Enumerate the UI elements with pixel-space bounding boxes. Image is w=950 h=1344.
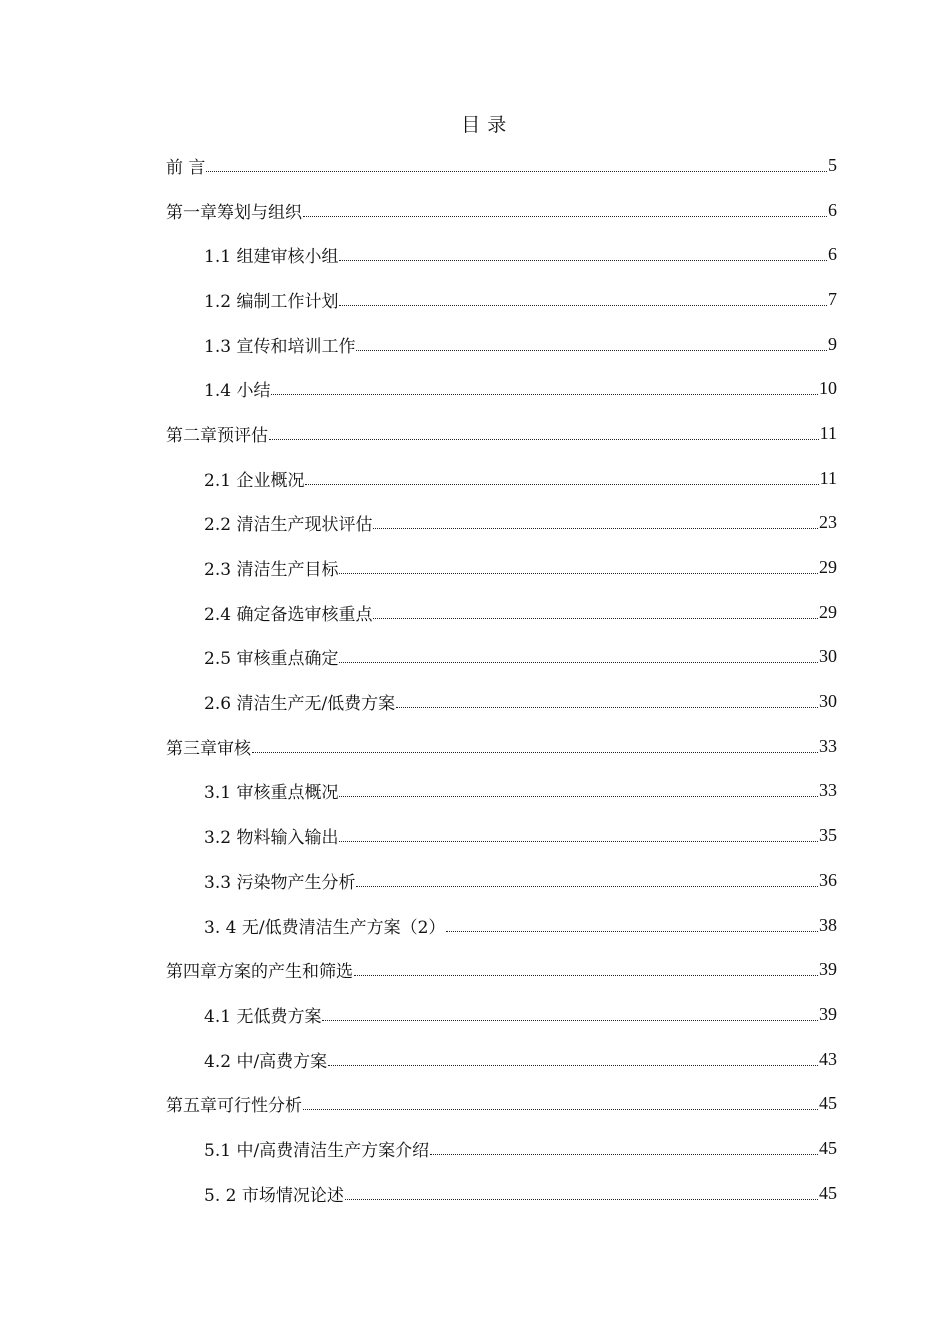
toc-entry[interactable] [0, 769, 950, 814]
toc-dot-leader [339, 796, 818, 797]
toc-entry-label: 2.3 清洁生产目标 [204, 560, 339, 581]
toc-entry-page-number: 7 [828, 288, 837, 309]
toc-entry-page-number: 38 [819, 914, 837, 935]
toc-entry[interactable] [0, 277, 950, 322]
toc-dot-leader [339, 305, 827, 306]
toc-entry[interactable] [0, 1037, 950, 1082]
toc-dot-leader [339, 260, 827, 261]
toc-entry-page-number: 10 [819, 378, 837, 399]
toc-dot-leader [305, 484, 818, 485]
toc-list [0, 143, 950, 1216]
toc-dot-leader [396, 707, 818, 708]
toc-entry[interactable] [0, 992, 950, 1037]
toc-entry[interactable] [0, 679, 950, 724]
toc-entry[interactable] [0, 724, 950, 769]
toc-entry-label: 5.1 中/高费清洁生产方案介绍 [204, 1140, 430, 1161]
toc-entry[interactable] [0, 813, 950, 858]
toc-entry-label: 2.1 企业概况 [204, 470, 305, 491]
toc-dot-leader [328, 1065, 818, 1066]
toc-dot-leader [322, 1020, 818, 1021]
toc-entry-label: 1.4 小结 [204, 381, 271, 402]
toc-entry-page-number: 30 [819, 646, 837, 667]
toc-entry-page-number: 36 [819, 869, 837, 890]
toc-entry-label: 3.3 污染物产生分析 [204, 872, 356, 893]
toc-entry-page-number: 33 [819, 735, 837, 756]
toc-entry[interactable] [0, 232, 950, 277]
toc-dot-leader [339, 841, 818, 842]
toc-entry-page-number: 29 [819, 557, 837, 578]
toc-entry-label: 2.5 审核重点确定 [204, 649, 339, 670]
toc-entry[interactable] [0, 456, 950, 501]
toc-dot-leader [430, 1154, 818, 1155]
toc-entry-label: 1.2 编制工作计划 [204, 291, 339, 312]
toc-entry[interactable] [0, 947, 950, 992]
toc-entry[interactable] [0, 1171, 950, 1216]
toc-entry[interactable] [0, 322, 950, 367]
toc-entry-page-number: 11 [819, 422, 837, 443]
toc-entry-page-number: 39 [819, 1003, 837, 1024]
toc-dot-leader [373, 528, 818, 529]
toc-entry-page-number: 33 [819, 780, 837, 801]
toc-dot-leader [446, 931, 818, 932]
toc-dot-leader [269, 439, 819, 440]
toc-entry-label: 3.2 物料输入输出 [204, 828, 339, 849]
toc-entry[interactable] [0, 143, 950, 188]
toc-entry-label: 2.6 清洁生产无/低费方案 [204, 694, 396, 715]
toc-entry-label: 第三章审核 [166, 738, 251, 759]
toc-entry[interactable] [0, 1081, 950, 1126]
toc-entry-page-number: 23 [819, 512, 837, 533]
toc-entry-page-number: 39 [819, 959, 837, 980]
toc-entry-label: 4.1 无低费方案 [204, 1006, 322, 1027]
toc-dot-leader [339, 573, 818, 574]
toc-entry-label: 第二章预评估 [166, 425, 268, 446]
toc-dot-leader [356, 886, 818, 887]
toc-dot-leader [271, 394, 818, 395]
toc-dot-leader [303, 1109, 818, 1110]
toc-entry-page-number: 11 [819, 467, 837, 488]
toc-entry[interactable] [0, 1126, 950, 1171]
toc-entry-label: 第一章筹划与组织 [166, 202, 302, 223]
toc-entry-label: 3.1 审核重点概况 [204, 783, 339, 804]
toc-entry[interactable] [0, 411, 950, 456]
toc-entry[interactable] [0, 545, 950, 590]
toc-entry-label: 第四章方案的产生和筛选 [166, 962, 353, 983]
toc-entry-label: 第五章可行性分析 [166, 1096, 302, 1117]
toc-dot-leader [206, 171, 827, 172]
toc-entry[interactable] [0, 188, 950, 233]
toc-dot-leader [373, 618, 818, 619]
toc-entry-page-number: 9 [828, 333, 837, 354]
toc-entry[interactable] [0, 366, 950, 411]
toc-entry[interactable] [0, 635, 950, 680]
toc-entry-page-number: 5 [828, 154, 837, 175]
toc-entry[interactable] [0, 903, 950, 948]
toc-entry-label: 前 言 [166, 157, 206, 178]
toc-entry-label: 4.2 中/高费方案 [204, 1051, 328, 1072]
toc-entry-label: 3. 4 无/低费清洁生产方案（2） [204, 917, 446, 938]
toc-entry-page-number: 30 [819, 691, 837, 712]
toc-dot-leader [339, 662, 818, 663]
toc-entry[interactable] [0, 501, 950, 546]
toc-entry[interactable] [0, 858, 950, 903]
toc-entry-label: 2.4 确定备选审核重点 [204, 604, 373, 625]
toc-entry[interactable] [0, 590, 950, 635]
toc-dot-leader [345, 1199, 818, 1200]
toc-entry-page-number: 35 [819, 825, 837, 846]
toc-entry-page-number: 43 [819, 1048, 837, 1069]
toc-entry-page-number: 29 [819, 601, 837, 622]
toc-entry-label: 1.3 宣传和培训工作 [204, 336, 356, 357]
toc-entry-label: 5. 2 市场情况论述 [204, 1185, 344, 1206]
toc-dot-leader [303, 216, 827, 217]
toc-entry-page-number: 45 [819, 1137, 837, 1158]
toc-title: 目 录 [461, 114, 507, 136]
toc-dot-leader [354, 975, 818, 976]
toc-entry-label: 1.1 组建审核小组 [204, 247, 339, 268]
toc-dot-leader [356, 350, 827, 351]
toc-entry-page-number: 45 [819, 1182, 837, 1203]
toc-dot-leader [252, 752, 818, 753]
toc-entry-page-number: 6 [828, 199, 837, 220]
toc-entry-page-number: 45 [819, 1093, 837, 1114]
toc-entry-label: 2.2 清洁生产现状评估 [204, 515, 373, 536]
toc-entry-page-number: 6 [828, 244, 837, 265]
